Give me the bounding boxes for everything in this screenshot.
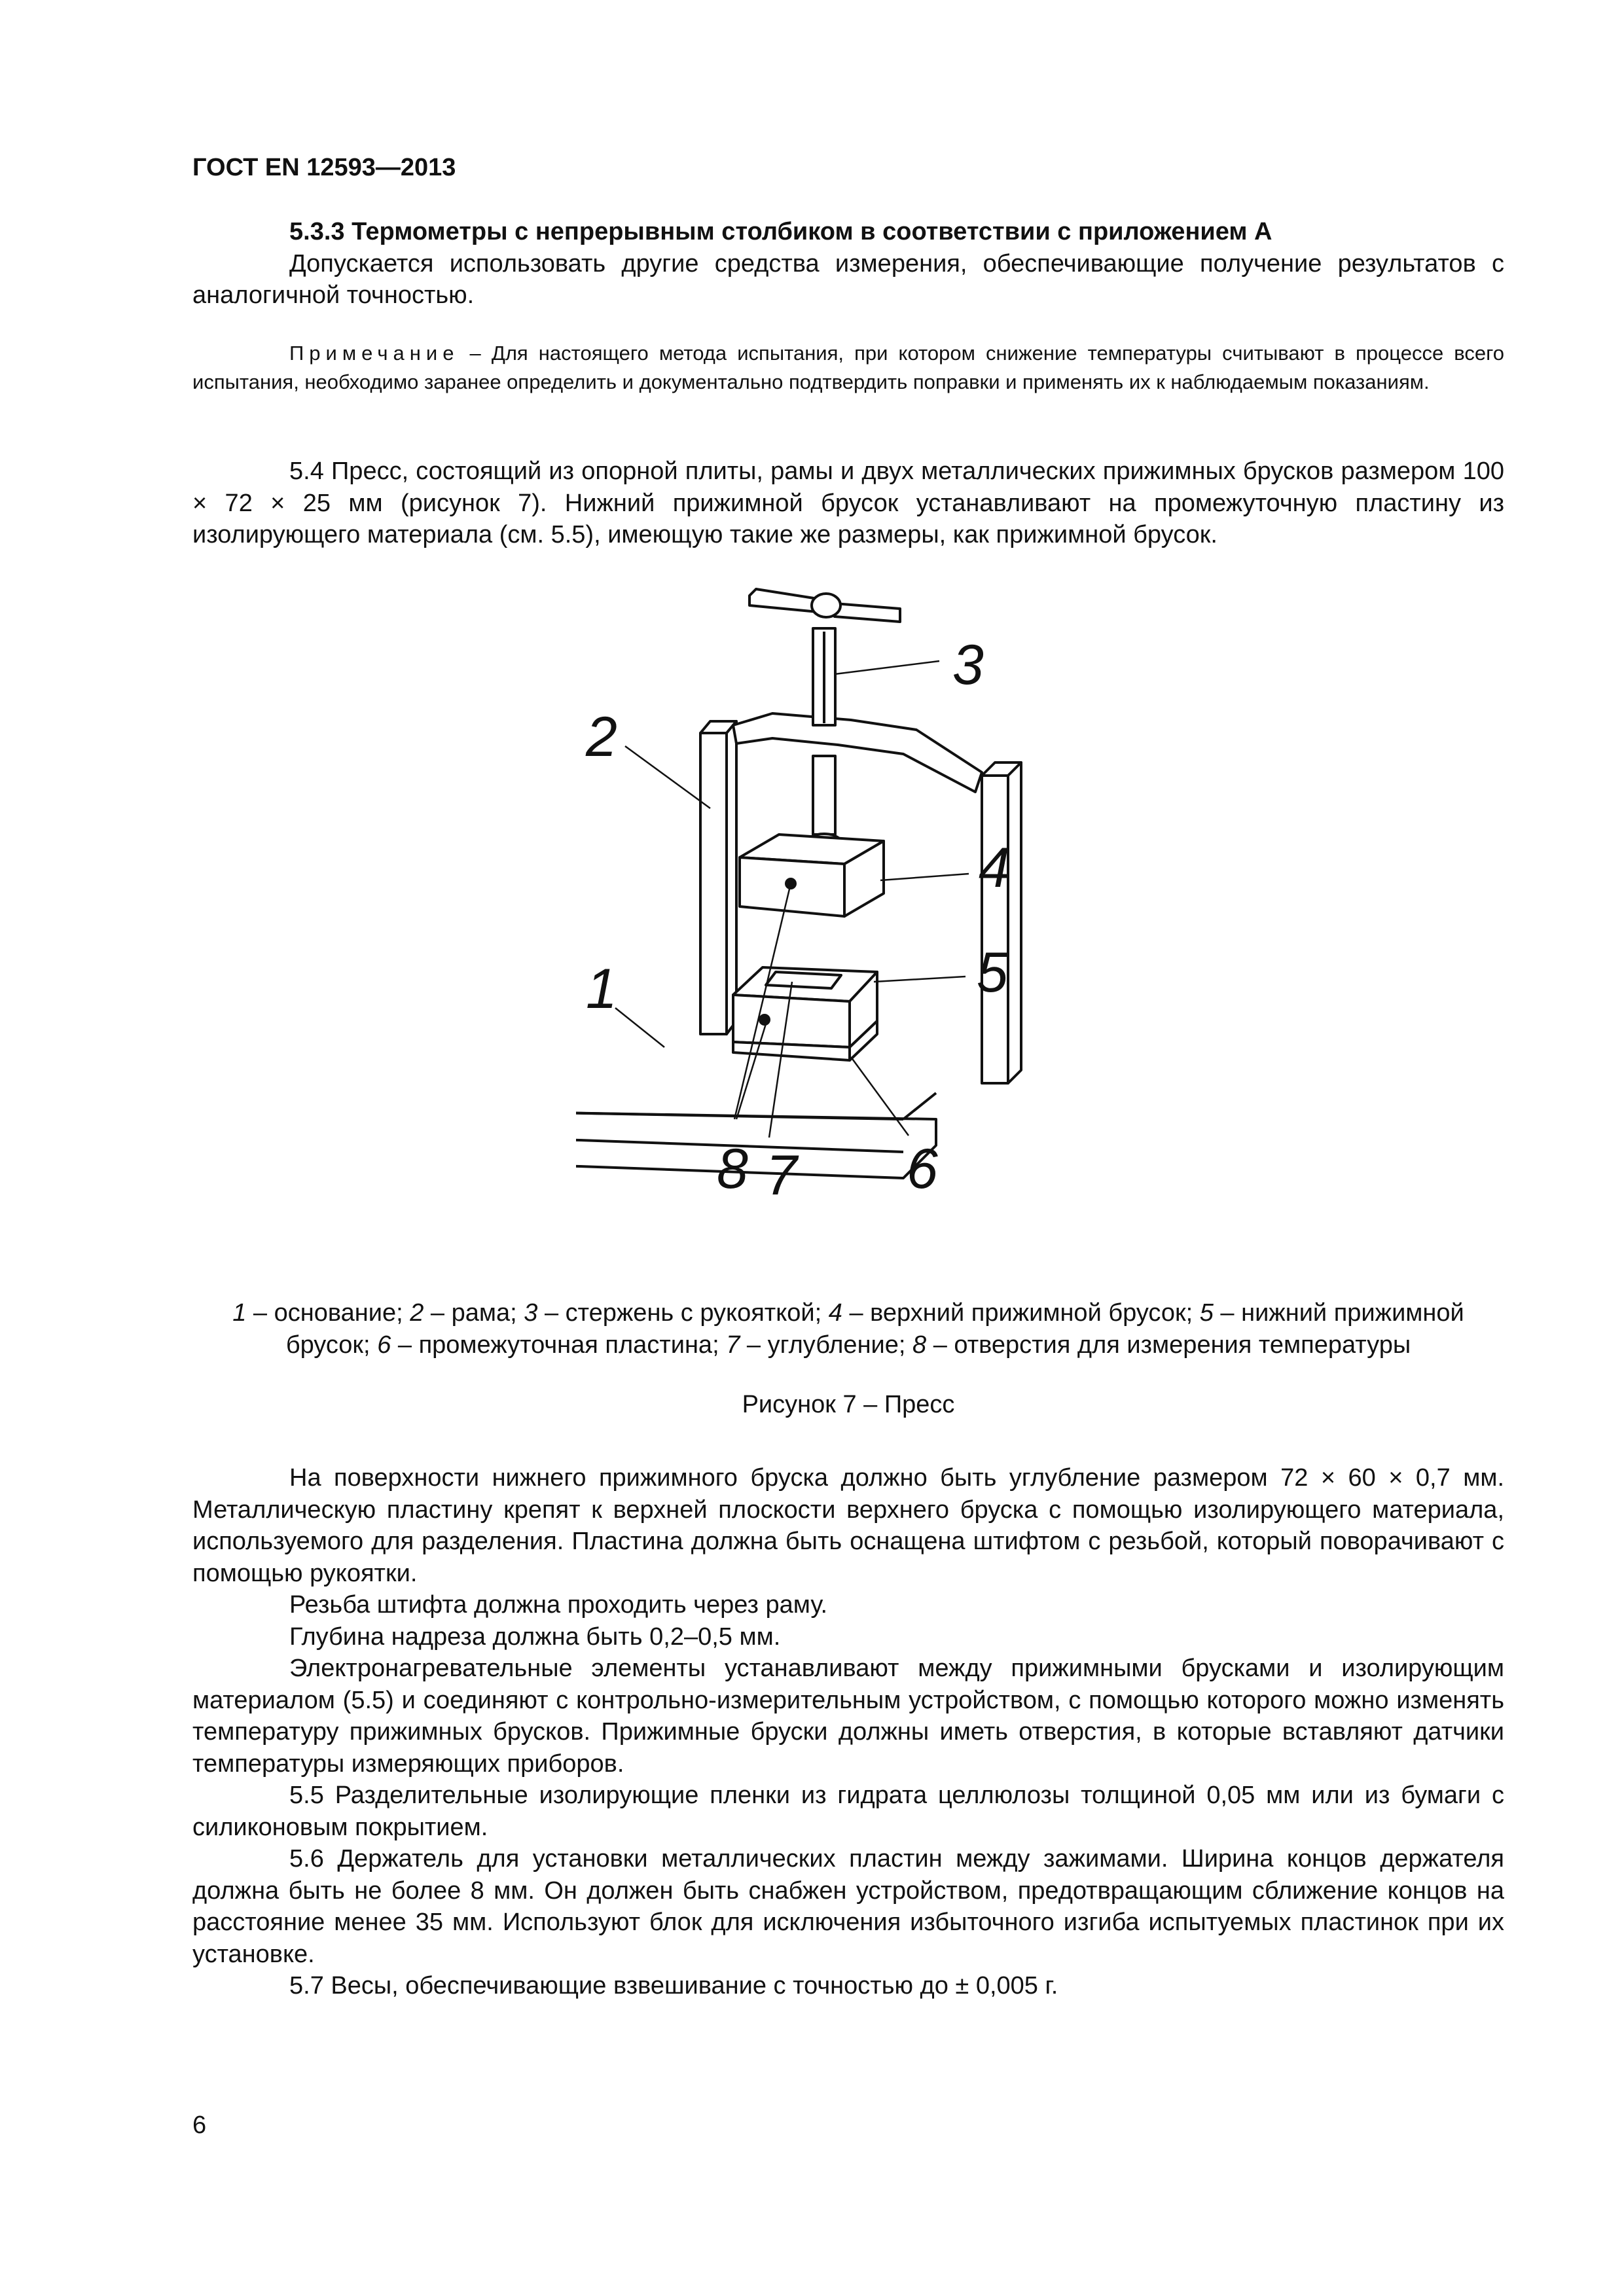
note-block [192,339,1504,397]
paragraph: На поверхности нижнего прижимного бруска должно быть углубление размером 72 × 60 × 0,7 мм. Металлическую пластину крепят к верхней плоскости верхнего бруска с помощью изолирующего материала, используемого для разделения. Пластина должна быть оснащена штифтом с резьбой, который поворачивают с помощью рукоятки. [192,1464,1504,1587]
figure-caption: Рисунок 7 – Пресс [742,1391,955,1418]
recess [766,972,841,988]
frame-left-post [700,733,727,1034]
callout-4: 4 [979,836,1010,899]
page-number: 6 [192,2111,207,2139]
legend-item: 7 – углубление; [726,1331,913,1359]
callout-2: 2 [586,706,617,768]
note-paragraph [192,339,1504,397]
section-5-3-3 [192,216,1504,312]
paragraph: Резьба штифта должна проходить через раму. [289,1591,828,1619]
frame-top-beam [733,713,982,792]
section-5-4 [192,456,1504,551]
paragraph: 5.7 Весы, обеспечивающие взвешивание с точностью до ± 0,005 г. [289,1972,1058,2000]
legend-item: 2 – рама; [410,1299,524,1327]
paragraph: 5.6 Держатель для установки металлических пластин между зажимами. Ширина концов держателя должна быть не более 8 мм. Он должен быть снабжен устройством, предотвращающим сближение концов на расстояние менее 35 мм. Используют блок для исключения избыточного изгиба испытуемых пластинок при их установке. [192,1845,1504,1968]
note-label: Примечание [289,342,460,365]
legend-item: 4 – верхний прижимной брусок; [828,1299,1200,1327]
legend-item: 1 – основание; [232,1299,410,1327]
section-heading: 5.3.3 Термометры с непрерывным столбиком в соответствии с приложением А [289,218,1272,245]
legend-item: 3 – стержень с рукояткой; [524,1299,829,1327]
body-text [192,1462,1504,2002]
paragraph: 5.4 Пресс, состоящий из опорной плиты, рамы и двух металлических прижимных брусков размером 100 × 72 × 25 мм (рисунок 7). Нижний прижимной брусок устанавливают на промежуточную пластину из изолирующего материала (см. 5.5), имеющую такие же размеры, как прижимной брусок. [192,457,1504,548]
press-figure [576,576,1074,1283]
frame-right-post [982,776,1008,1083]
document-header: ГОСТ EN 12593—2013 [192,154,456,181]
figure-legend [192,1297,1504,1361]
handle-left [749,589,818,612]
callout-8: 8 [717,1138,748,1200]
lower-block-hole [760,1015,769,1024]
callout-1: 1 [586,958,617,1020]
callout-3: 3 [952,634,984,696]
callout-6: 6 [907,1138,938,1200]
paragraph: Допускается использовать другие средства измерения, обеспечивающие получение результатов с аналогичной точностью. [192,249,1504,309]
callout-7: 7 [766,1144,797,1207]
callout-5: 5 [977,941,1008,1004]
handle-right [835,603,900,622]
legend-item: 8 – отверстия для измерения температуры [912,1331,1411,1359]
press-drawing [576,576,1074,1283]
paragraph: Глубина надреза должна быть 0,2–0,5 мм. [289,1623,781,1651]
note-text: – Для настоящего метода испытания, при котором снижение температуры считывают в процессе всего испытания, необходимо заранее определить и документально подтвердить поправки и применять их к наблюдаемым показаниям. [192,342,1504,393]
legend-item: 5 – нижний прижимной брусок; [285,1299,1464,1359]
legend-item: 6 – промежуточная пластина; [377,1331,727,1359]
lower-block-front [733,995,850,1047]
paragraph: 5.5 Разделительные изолирующие пленки из гидрата целлюлозы толщиной 0,05 мм или из бумаги с силиконовым покрытием. [192,1782,1504,1841]
handle-knob [812,594,840,617]
paragraph: Электронагревательные элементы устанавливают между прижимными брусками и изолирующим материалом (5.5) и соединяют с контрольно-измерительным устройством, с помощью которого можно изменять температуру прижимных брусков. Прижимные бруски должны иметь отверстия, в которые вставляют датчики температуры измеряющих приборов. [192,1655,1504,1778]
